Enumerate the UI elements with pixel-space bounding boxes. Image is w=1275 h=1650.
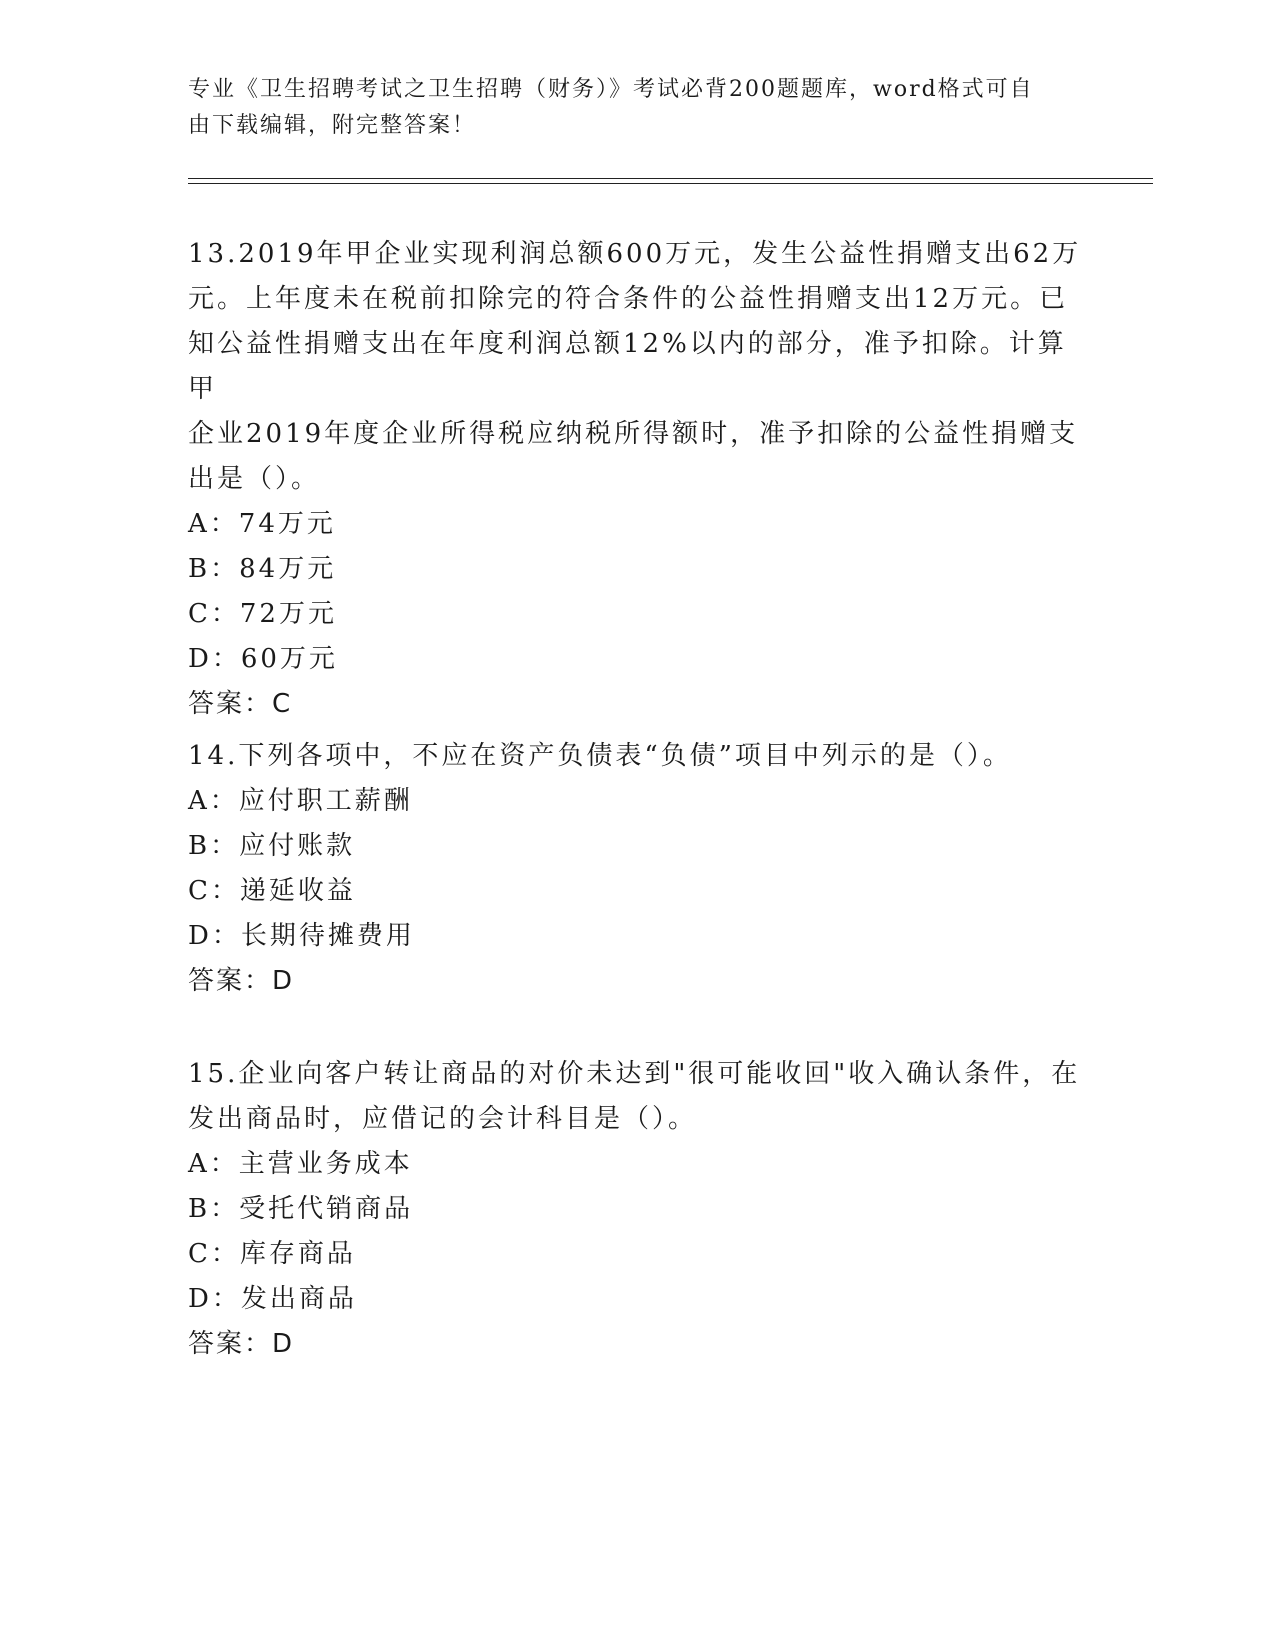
question-15 — [188, 1052, 1088, 1367]
document-header — [188, 72, 1088, 144]
option-d: D：60万元 — [188, 644, 338, 674]
question-14 — [188, 734, 1088, 1004]
option-d: D：长期待摊费用 — [188, 921, 415, 951]
option-b: B：84万元 — [188, 554, 337, 584]
header-divider-bottom — [188, 183, 1153, 184]
option-a: A：主营业务成本 — [188, 1149, 413, 1179]
question-stem-line: 15.企业向客户转让商品的对价未达到"很可能收回"收入确认条件，在 — [188, 1059, 1081, 1089]
option-a: A：74万元 — [188, 509, 336, 539]
option-b: B：应付账款 — [188, 831, 356, 861]
question-stem-line: 13.2019年甲企业实现利润总额600万元，发生公益性捐赠支出62万 — [188, 239, 1082, 269]
option-a: A：应付职工薪酬 — [188, 786, 413, 816]
question-stem-line: 知公益性捐赠支出在年度利润总额12%以内的部分，准予扣除。计算甲 — [188, 329, 1067, 404]
answer-line: 答案：D — [188, 966, 295, 996]
question-stem-line: 出是（）。 — [188, 464, 321, 494]
question-stem-line: 发出商品时，应借记的会计科目是（）。 — [188, 1104, 698, 1134]
answer-line: 答案：D — [188, 1329, 295, 1359]
header-line-2: 由下载编辑，附完整答案！ — [188, 113, 477, 138]
option-d: D：发出商品 — [188, 1284, 357, 1314]
question-13 — [188, 232, 1088, 727]
option-c: C：递延收益 — [188, 876, 356, 906]
answer-line: 答案：C — [188, 689, 293, 719]
option-c: C：72万元 — [188, 599, 337, 629]
option-b: B：受托代销商品 — [188, 1194, 414, 1224]
option-c: C：库存商品 — [188, 1239, 356, 1269]
header-divider-top — [188, 178, 1153, 179]
question-stem-line: 元。上年度未在税前扣除完的符合条件的公益性捐赠支出12万元。已 — [188, 284, 1069, 314]
question-stem-line: 14.下列各项中，不应在资产负债表“负债”项目中列示的是（）。 — [188, 741, 1012, 771]
header-line-1: 专业《卫生招聘考试之卫生招聘（财务）》考试必背200题题库，word格式可自 — [188, 77, 1034, 102]
question-stem-line: 企业2019年度企业所得税应纳税所得额时，准予扣除的公益性捐赠支 — [188, 419, 1079, 449]
